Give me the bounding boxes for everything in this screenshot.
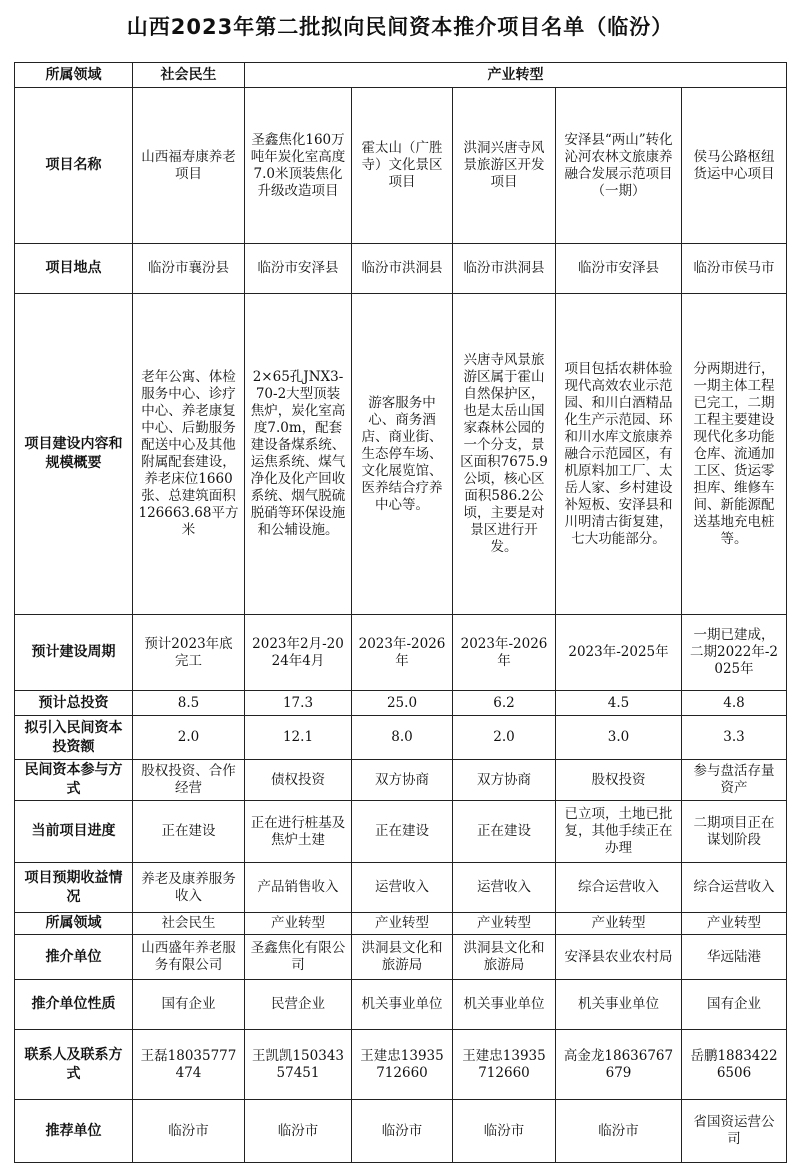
project-content-cell-2: 2×65孔JNX3-70-2大型顶装焦炉，炭化室高度7.0m，配套建设备煤系统、运焦系统、煤气净化及化产回收系统、烟气脱硫脱硝等环保设施和公辅设施。 [245, 294, 352, 615]
project-progress-cell-6: 二期项目正在谋划阶段 [682, 801, 787, 863]
construction-period-cell-3: 2023年-2026年 [352, 615, 453, 691]
construction-period-cell-2: 2023年2月-2024年4月 [245, 615, 352, 691]
expected-revenue-cell-1: 养老及康养服务收入 [133, 863, 245, 913]
promoting-unit-cell-4: 洪洞县文化和旅游局 [453, 935, 556, 980]
total-investment-cell-5: 4.5 [556, 691, 682, 716]
contact-cell-4: 王建忠13935712660 [453, 1030, 556, 1100]
row-label-field: 所属领域 [15, 913, 133, 935]
total-investment-cell-2: 17.3 [245, 691, 352, 716]
table-row-promoting-unit [15, 935, 787, 980]
table-row-project-progress [15, 801, 787, 863]
row-label-promoting-unit: 推介单位 [15, 935, 133, 980]
recommending-unit-cell-2: 临汾市 [245, 1100, 352, 1163]
row-label-private-investment: 拟引入民间资本投资额 [15, 716, 133, 760]
contact-cell-2: 王凯凯15034357451 [245, 1030, 352, 1100]
header-field-label: 所属领域 [15, 63, 133, 88]
project-location-cell-2: 临汾市安泽县 [245, 244, 352, 294]
participation-mode-cell-5: 股权投资 [556, 760, 682, 801]
project-progress-cell-1: 正在建设 [133, 801, 245, 863]
row-label-project-content: 项目建设内容和规模概要 [15, 294, 133, 615]
contact-cell-1: 王磊18035777474 [133, 1030, 245, 1100]
recommending-unit-cell-5: 临汾市 [556, 1100, 682, 1163]
row-label-construction-period: 预计建设周期 [15, 615, 133, 691]
project-name-cell-1: 山西福寿康养老项目 [133, 88, 245, 244]
private-investment-cell-3: 8.0 [352, 716, 453, 760]
total-investment-cell-4: 6.2 [453, 691, 556, 716]
unit-nature-cell-2: 民营企业 [245, 980, 352, 1030]
recommending-unit-cell-1: 临汾市 [133, 1100, 245, 1163]
promoting-unit-cell-5: 安泽县农业农村局 [556, 935, 682, 980]
total-investment-cell-1: 8.5 [133, 691, 245, 716]
expected-revenue-cell-6: 综合运营收入 [682, 863, 787, 913]
project-location-cell-4: 临汾市洪洞县 [453, 244, 556, 294]
project-content-cell-4: 兴唐寺风景旅游区属于霍山自然保护区，也是太岳山国家森林公园的一个分支，景区面积7675.9公顷，核心区面积586.2公顷，主要是对景区进行开发。 [453, 294, 556, 615]
contact-cell-3: 王建忠13935712660 [352, 1030, 453, 1100]
page-title: 山西2023年第二批拟向民间资本推介项目名单（临汾） [126, 15, 674, 39]
project-name-cell-3: 霍太山（广胜寺）文化景区项目 [352, 88, 453, 244]
project-content-cell-3: 游客服务中心、商务酒店、商业街、生态停车场、文化展览馆、医养结合疗养中心等。 [352, 294, 453, 615]
field-cell-1: 社会民生 [133, 913, 245, 935]
unit-nature-cell-3: 机关事业单位 [352, 980, 453, 1030]
expected-revenue-cell-5: 综合运营收入 [556, 863, 682, 913]
expected-revenue-cell-4: 运营收入 [453, 863, 556, 913]
unit-nature-cell-6: 国有企业 [682, 980, 787, 1030]
project-location-cell-1: 临汾市襄汾县 [133, 244, 245, 294]
recommending-unit-cell-3: 临汾市 [352, 1100, 453, 1163]
construction-period-cell-6: 一期已建成，二期2022年-2025年 [682, 615, 787, 691]
expected-revenue-cell-2: 产品销售收入 [245, 863, 352, 913]
private-investment-cell-6: 3.3 [682, 716, 787, 760]
row-label-expected-revenue: 项目预期收益情况 [15, 863, 133, 913]
unit-nature-cell-4: 机关事业单位 [453, 980, 556, 1030]
row-label-total-investment: 预计总投资 [15, 691, 133, 716]
project-location-cell-5: 临汾市安泽县 [556, 244, 682, 294]
table-row-private-investment [15, 716, 787, 760]
construction-period-cell-4: 2023年-2026年 [453, 615, 556, 691]
project-progress-cell-3: 正在建设 [352, 801, 453, 863]
recommending-unit-cell-6: 省国资运营公司 [682, 1100, 787, 1163]
field-cell-4: 产业转型 [453, 913, 556, 935]
participation-mode-cell-3: 双方协商 [352, 760, 453, 801]
construction-period-cell-5: 2023年-2025年 [556, 615, 682, 691]
promoting-unit-cell-2: 圣鑫焦化有限公司 [245, 935, 352, 980]
row-label-unit-nature: 推介单位性质 [15, 980, 133, 1030]
table-row-unit-nature [15, 980, 787, 1030]
contact-cell-6: 岳鹏18834226506 [682, 1030, 787, 1100]
row-label-recommending-unit: 推荐单位 [15, 1100, 133, 1163]
construction-period-cell-1: 预计2023年底完工 [133, 615, 245, 691]
project-name-cell-2: 圣鑫焦化160万吨年炭化室高度7.0米顶装焦化升级改造项目 [245, 88, 352, 244]
header-row [15, 63, 787, 88]
header-group-industry: 产业转型 [245, 63, 787, 88]
header-group-social: 社会民生 [133, 63, 245, 88]
promoting-unit-cell-6: 华远陆港 [682, 935, 787, 980]
field-cell-6: 产业转型 [682, 913, 787, 935]
table-row-expected-revenue [15, 863, 787, 913]
row-label-contact: 联系人及联系方式 [15, 1030, 133, 1100]
project-progress-cell-5: 已立项，土地已批复，其他手续正在办理 [556, 801, 682, 863]
participation-mode-cell-2: 债权投资 [245, 760, 352, 801]
table-row-participation-mode [15, 760, 787, 801]
project-content-cell-1: 老年公寓、体检服务中心、诊疗中心、养老康复中心、后勤服务配送中心及其他附属配套建设，养老床位1660张、总建筑面积126663.68平方米 [133, 294, 245, 615]
promoting-unit-cell-3: 洪洞县文化和旅游局 [352, 935, 453, 980]
project-name-cell-6: 侯马公路枢纽货运中心项目 [682, 88, 787, 244]
recommending-unit-cell-4: 临汾市 [453, 1100, 556, 1163]
project-name-cell-4: 洪洞兴唐寺风景旅游区开发项目 [453, 88, 556, 244]
project-progress-cell-2: 正在进行桩基及焦炉土建 [245, 801, 352, 863]
unit-nature-cell-5: 机关事业单位 [556, 980, 682, 1030]
total-investment-cell-6: 4.8 [682, 691, 787, 716]
project-content-cell-5: 项目包括农耕体验现代高效农业示范园、和川白酒精品化生产示范园、环和川水库文旅康养融合示范园区，有机原料加工厂、太岳人家、乡村建设补短板、安泽县和川明清古街复建，七大功能部分。 [556, 294, 682, 615]
private-investment-cell-1: 2.0 [133, 716, 245, 760]
participation-mode-cell-6: 参与盘活存量资产 [682, 760, 787, 801]
project-name-cell-5: 安泽县“两山”转化沁河农林文旅康养融合发展示范项目（一期） [556, 88, 682, 244]
table-row-recommending-unit [15, 1100, 787, 1163]
participation-mode-cell-1: 股权投资、合作经营 [133, 760, 245, 801]
field-cell-5: 产业转型 [556, 913, 682, 935]
private-investment-cell-4: 2.0 [453, 716, 556, 760]
project-content-cell-6: 分两期进行，一期主体工程已完工，二期工程主要建设现代化多功能仓库、流通加工区、货运零担库、维修车间、新能源配送基地充电桩等。 [682, 294, 787, 615]
project-table [14, 62, 787, 1163]
table-row-construction-period [15, 615, 787, 691]
project-location-cell-3: 临汾市洪洞县 [352, 244, 453, 294]
row-label-project-name: 项目名称 [15, 88, 133, 244]
field-cell-3: 产业转型 [352, 913, 453, 935]
expected-revenue-cell-3: 运营收入 [352, 863, 453, 913]
row-label-participation-mode: 民间资本参与方式 [15, 760, 133, 801]
participation-mode-cell-4: 双方协商 [453, 760, 556, 801]
private-investment-cell-2: 12.1 [245, 716, 352, 760]
promoting-unit-cell-1: 山西盛年养老服务有限公司 [133, 935, 245, 980]
row-label-project-progress: 当前项目进度 [15, 801, 133, 863]
table-row-total-investment [15, 691, 787, 716]
table-row-project-location [15, 244, 787, 294]
private-investment-cell-5: 3.0 [556, 716, 682, 760]
total-investment-cell-3: 25.0 [352, 691, 453, 716]
project-location-cell-6: 临汾市侯马市 [682, 244, 787, 294]
row-label-project-location: 项目地点 [15, 244, 133, 294]
unit-nature-cell-1: 国有企业 [133, 980, 245, 1030]
table-row-contact [15, 1030, 787, 1100]
table-row-project-name [15, 88, 787, 244]
field-cell-2: 产业转型 [245, 913, 352, 935]
table-row-project-content [15, 294, 787, 615]
contact-cell-5: 高金龙18636767679 [556, 1030, 682, 1100]
project-progress-cell-4: 正在建设 [453, 801, 556, 863]
table-row-field [15, 913, 787, 935]
